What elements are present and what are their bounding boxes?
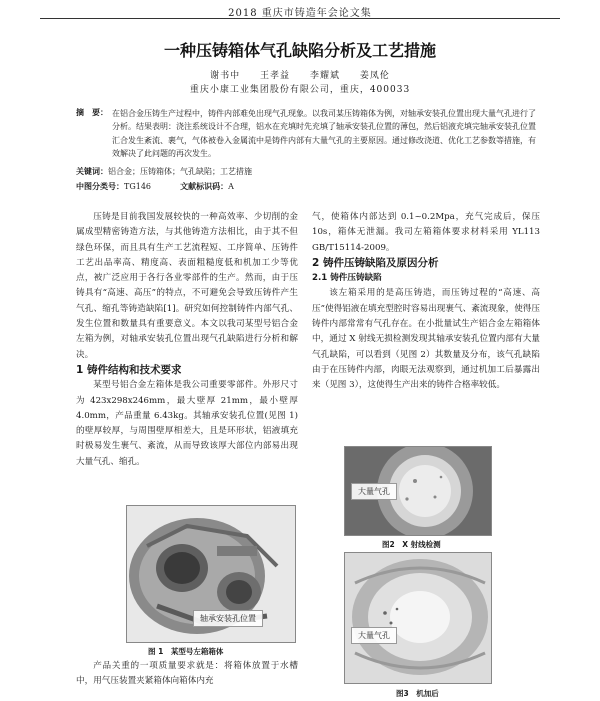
classification-line — [76, 181, 234, 192]
header-divider — [40, 18, 560, 19]
author-name: 姜凤伦 — [359, 71, 390, 81]
doc-code-label: 文献标识码： — [180, 181, 229, 191]
figure-2-caption: 图2 X 射线检测 — [382, 540, 441, 549]
section-1-heading: 1 铸件结构和技术要求 — [76, 363, 182, 376]
abstract-text: 在铝合金压铸生产过程中，铸件内部难免出现气孔现象。以我司某压铸箱体为例，对轴承安装孔位置出现大量气孔进行了分析。结果表明：浇注系统设计不合理，铝水在充填时先充填了轴承安装孔位置的薄包，然后铝液充填完轴承安装孔位置汇合发生紊流、裹气，气体被卷入金属流中是铸件内部有大量气孔的主要原因。通过修改浇道、优化工艺参数等措施，有效解决了此问题的再次发生。 — [112, 109, 536, 159]
machined-part-photo — [345, 553, 491, 683]
figure-1-caption: 图 1 某型号左箱箱体 — [148, 647, 224, 656]
intro-paragraph: 压铸是目前我国发展较快的一种高效率、少切削的金属成型精密铸造方法，与其他铸造方法相比，由于其不但绿色环保，而且具有生产工艺流程短、工序简单、压铸件工艺出品率高、精度高、表面粗糙度低和机加工少等优点，被广泛应用于各行各业零部件的生产。然而，由于压铸具有“高速、高压”的特点，不可避免会导致压铸件产生气孔、缩孔等铸造缺陷[1]。研究如何控制铸件内部气孔、发生位置和数量具有重要意义。本文以我司某型号铝合金左箱为例，对轴承安装孔位置出现气孔缺陷进行分析和解决。 — [76, 212, 298, 360]
figure-2-image — [344, 446, 492, 536]
section-2-1-paragraph: 该左箱采用的是高压铸造，而压铸过程的“高速、高压”使得铝液在填充型腔时容易出现裹气、紊流现象，使得压铸件内部常常有气孔存在。在小批量试生产铝合金左箱箱体中，通过 X 射线无损检测发现其轴承安装孔位置内部有大量气孔缺陷，可以看到（见图 2）其数量及分布，该气孔缺陷由于在压铸件内部，肉眼无法观察到，通过机加工后暴露出来（见图 3），这使得生产出来的铸件合格率较低。 — [312, 288, 540, 391]
keywords-line — [76, 166, 252, 177]
continued-paragraph: 气，使箱体内部达到 0.1~0.2Mpa，充气完成后，保压 10s，箱体无泄漏。我司左箱箱体要求材料采用 YL113 GB/T15114-2009。 — [312, 212, 540, 253]
author-list — [40, 68, 560, 81]
affiliation: 重庆小康工业集团股份有限公司，重庆，400033 — [189, 85, 411, 95]
figure-3-caption: 图3 机加后 — [396, 689, 439, 698]
author-name: 谢书中 — [210, 71, 241, 81]
section-2-1-heading: 2.1 铸件压铸缺陷 — [312, 273, 382, 284]
section-1-paragraph: 某型号铝合金左箱体是我公司重要零部件。外形尺寸为 423x298x246mm，最大壁厚 21mm，最小壁厚 4.0mm，产品重量 6.43kg。其轴承安装孔位置(见图 1)的壁厚较厚，与周围壁厚相差大，且是环形状，铝液填充时极易发生裹气、紊流，从而导致该厚大部位内部易出现大量气孔、缩孔。 — [76, 380, 298, 467]
section-2-heading: 2 铸件压铸缺陷及原因分析 — [312, 256, 439, 269]
right-column — [312, 210, 540, 394]
after-figure-1-paragraph: 产品关重的一项质量要求就是：将箱体放置于水槽中，用气压装置夹紧箱体向箱体内充 — [76, 661, 298, 687]
running-header: 2018 重庆市铸造年会论文集 — [228, 8, 372, 19]
figure-3-image — [344, 552, 492, 684]
figure-3-callout: 大量气孔 — [351, 627, 397, 644]
keywords-text: 铝合金；压铸箱体；气孔缺陷；工艺措施 — [108, 167, 252, 176]
clc-value: TG146 — [124, 182, 151, 191]
doc-code-value: A — [228, 182, 234, 191]
abstract-label: 摘 要： — [76, 107, 108, 117]
figure-1-callout: 轴承安装孔位置 — [193, 610, 263, 627]
figure-1-image — [126, 505, 296, 643]
author-name: 王孝益 — [260, 71, 291, 81]
paper-title: 一种压铸箱体气孔缺陷分析及工艺措施 — [163, 41, 436, 60]
keywords-label: 关键词： — [76, 166, 108, 176]
left-column — [76, 210, 298, 470]
clc-label: 中图分类号： — [76, 181, 124, 191]
author-name: 李耀斌 — [309, 71, 340, 81]
left-column-tail — [76, 659, 298, 690]
figure-2-callout: 大量气孔 — [351, 483, 397, 500]
